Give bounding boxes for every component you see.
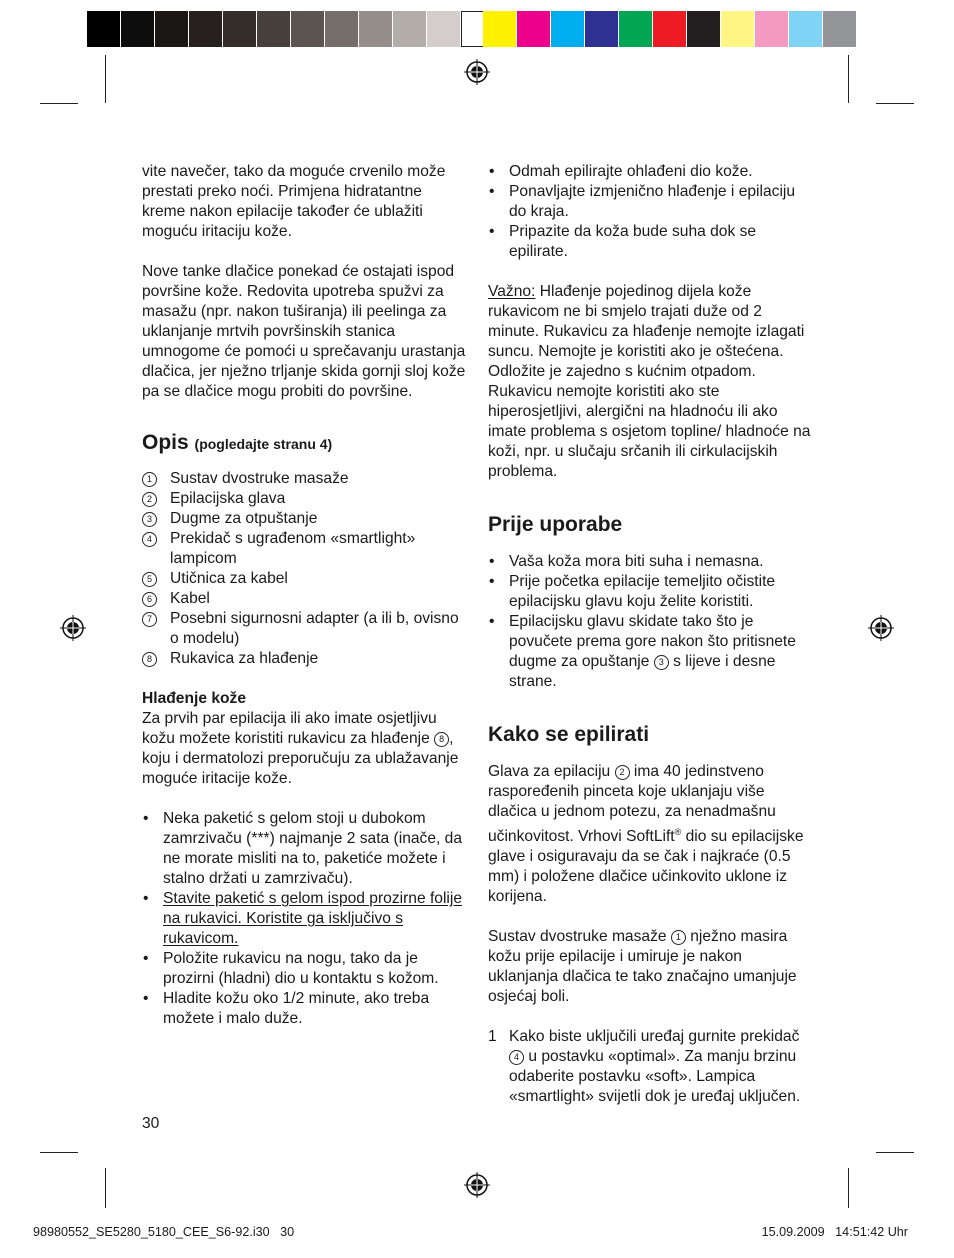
epilation-head-paragraph: Glava za epilaciju 2 ima 40 jedinstveno raspoređenih pinceta koje uklanjaju više dlačica u jednom potezu, za nenadmašnu učinkovitost. Vrhovi SoftLift® dio su epilacijske glave i osiguravaju da se čak i najkraće (0.5 mm) i položene dlačice učinkovito uklone iz korijena. [488,763,804,906]
list-item: • Stavite paketić s gelom ispod prozirne folije na rukavici. Koristite ga isključivo s rukavicom. [142,889,468,949]
list-item: • Odmah epilirajte ohlađeni dio kože. [488,162,814,182]
registration-mark-icon [464,1172,490,1198]
footer-file-info: 98980552_SE5280_5180_CEE_S6-92.i30 30 [33,1225,295,1239]
crop-mark [105,55,106,103]
list-item: • Hladite kožu oko 1/2 minute, ako treba možete i malo duže. [142,989,468,1029]
color-swatch [551,11,585,47]
color-swatch [155,11,189,47]
left-column [142,162,468,1029]
prije-uporabe-heading: Prije uporabe [488,513,623,536]
registration-mark-icon [868,615,894,641]
color-swatch [87,11,121,47]
color-swatch [257,11,291,47]
cooling-bullets [142,809,468,1029]
right-column [488,162,814,1107]
list-item: 4 Prekidač s ugrađenom «smartlight» lampicom [142,529,468,569]
list-item: • Neka paketić s gelom stoji u dubokom zamrzivaču (***) najmanje 2 sata (inače, da ne morate misliti na to, paketiće možete i stalno držati u zamrzivaču). [142,809,468,889]
color-swatch [789,11,823,47]
opis-heading: Opis (pogledajte stranu 4) [142,431,333,454]
color-swatch [585,11,619,47]
color-swatch [517,11,551,47]
list-item: • Ponavljajte izmjenično hlađenje i epilaciju do kraja. [488,182,814,222]
footer-timestamp: 15.09.2009 14:51:42 Uhr [761,1225,908,1239]
crop-mark [876,103,914,104]
color-swatch [393,11,427,47]
color-swatch [823,11,857,47]
prije-uporabe-list [488,552,814,692]
massage-system-paragraph: Sustav dvostruke masaže 1 nježno masira kožu prije epilacije i umiruje je nakon uklanjanja dlačica te tako značajno umanjuje osjećaj boli. [488,928,797,1006]
list-item: 1 Sustav dvostruke masaže [142,469,468,489]
color-swatch-bar [483,11,857,47]
list-item: 5 Utičnica za kabel [142,569,468,589]
color-swatch [653,11,687,47]
list-item: 2 Epilacijska glava [142,489,468,509]
registration-mark-icon [464,59,490,85]
important-paragraph: Važno: Hlađenje pojedinog dijela kože rukavicom ne bi smjelo trajati duže od 2 minute. Rukavicu za hlađenje nemojte izlagati suncu. Nemojte je koristiti ako je oštećena. Odložite je zajedno s kućnim otpadom. Rukavicu nemojte koristiti ako ste hiperosjetljivi, alergični na hladnoću ili ako imate problema s osjetom topline/ hladnoće na koži, npr. u slučaju srčanih ili cirkulacijskih problema. [488,283,811,480]
crop-mark [848,1168,849,1208]
crop-mark [40,103,78,104]
registration-mark-icon [60,615,86,641]
cooling-paragraph: Za prvih par epilacija ili ako imate osjetljivu kožu možete koristiti rukavicu za hlađenje 8 , koju i dermatolozi preporučuju za ublažavanje moguće iritacije kože. [142,710,459,787]
color-swatch [325,11,359,47]
crop-mark [876,1152,914,1153]
list-item: 7 Posebni sigurnosni adapter (a ili b, ovisno o modelu) [142,609,468,649]
list-item: • Položite rukavicu na nogu, tako da je prozirni (hladni) dio u kontaktu s kožom. [142,949,468,989]
color-swatch [121,11,155,47]
color-swatch [427,11,461,47]
color-swatch [359,11,393,47]
epilation-bullets [488,162,814,262]
list-item: • Prije početka epilacije temeljito očistite epilacijsku glavu koju želite koristiti. [488,572,814,612]
list-item: • Pripazite da koža bude suha dok se epilirate. [488,222,814,262]
list-item: 6 Kabel [142,589,468,609]
list-item: • Epilacijsku glavu skidate tako što je povučete prema gore nakon što pritisnete dugme za opuštanje 3 s lijeve i desne strane. [488,612,814,692]
cooling-heading: Hlađenje kože [142,690,246,707]
color-swatch [291,11,325,47]
color-swatch [721,11,755,47]
list-item: 8 Rukavica za hlađenje [142,649,468,669]
color-swatch [223,11,257,47]
color-swatch [687,11,721,47]
list-item: 3 Dugme za otpuštanje [142,509,468,529]
color-swatch [619,11,653,47]
crop-mark [40,1152,78,1153]
parts-list [142,469,468,669]
crop-mark [848,55,849,103]
intro-paragraph: vite navečer, tako da moguće crvenilo može prestati preko noći. Primjena hidratantne kreme nakon epilacije također će ublažiti moguću iritaciju kože. [142,163,446,240]
list-item: • Vaša koža mora biti suha i nemasna. [488,552,814,572]
step-1: 1 Kako biste uključili uređaj gurnite prekidač 4 u postavku «optimal». Za manju brzinu odaberite postavku «soft». Lampica «smartlight» svijetli dok je uređaj uključen. [488,1028,801,1106]
ingrown-hair-paragraph: Nove tanke dlačice ponekad će ostajati ispod površine kože. Redovita upotreba spužvi za masažu (npr. nakon tuširanja) ili peelinga za uklanjanje mrtvih površinskih stanica umnogome će pomoći u sprečavanju urastanja dlačica, jer nježno trljanje skida gornji sloj kože pa se dlačice mogu probiti do površine. [142,263,466,400]
crop-mark [105,1168,106,1208]
color-swatch [483,11,517,47]
gray-swatch-bar [87,11,495,47]
color-swatch [189,11,223,47]
color-swatch [755,11,789,47]
kako-se-epilirati-heading: Kako se epilirati [488,723,650,746]
page-number: 30 [142,1115,160,1132]
